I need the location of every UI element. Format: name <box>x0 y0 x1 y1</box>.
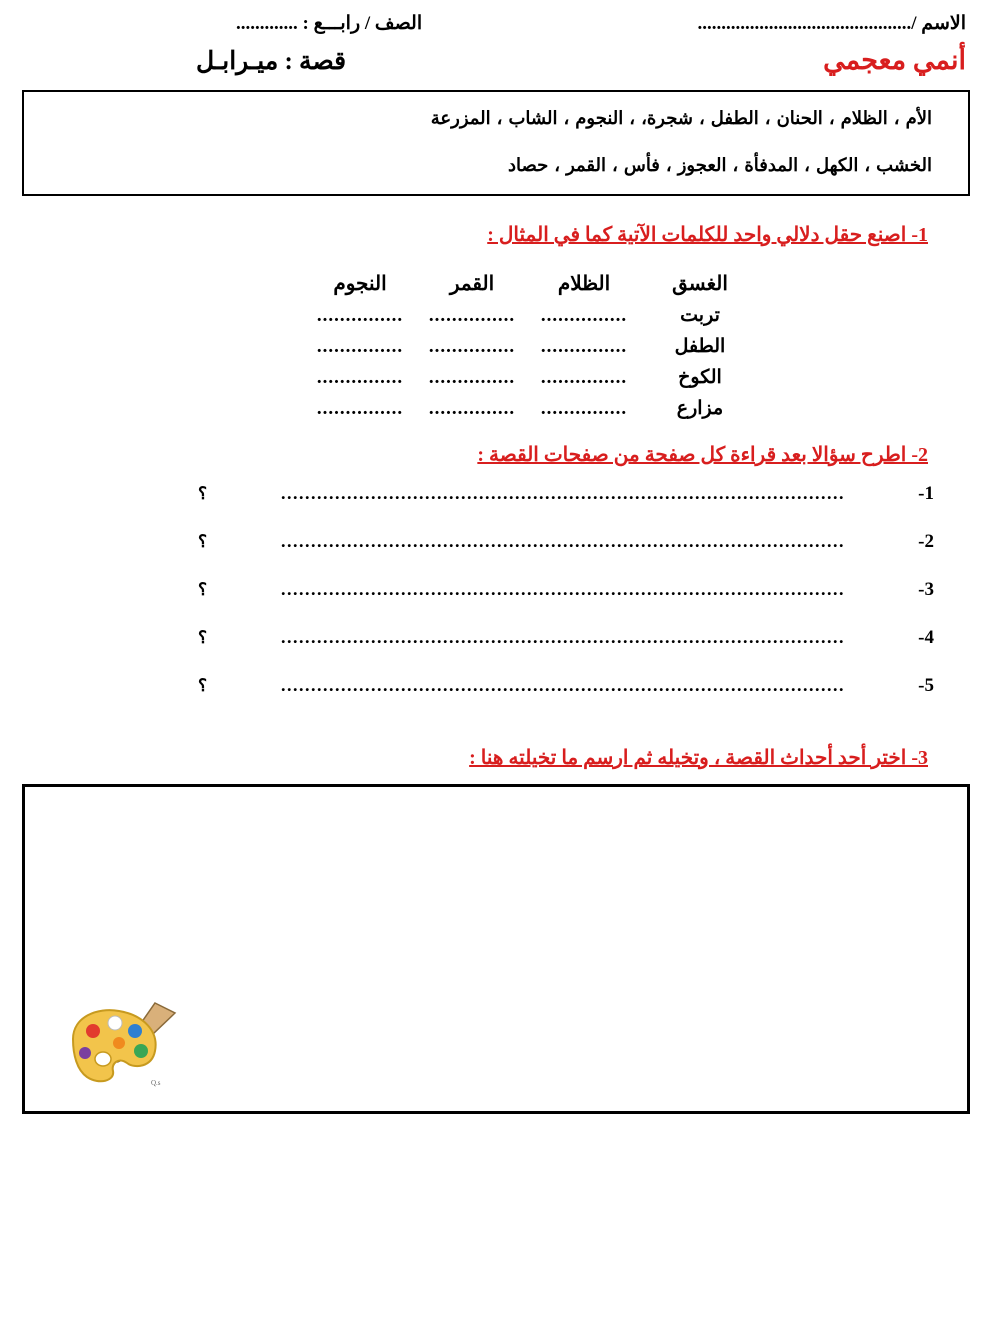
word-bank-separator: ، <box>612 155 618 175</box>
page-title: أنمي معجمي <box>823 45 966 75</box>
question-number: 4- <box>918 627 934 648</box>
word-bank-word: الأم <box>905 108 932 128</box>
example-lead-word: الغسق <box>672 273 728 295</box>
question-number: 5- <box>918 675 934 696</box>
drawing-area[interactable] <box>22 784 970 1114</box>
word-bank-word: الظلام <box>840 108 888 128</box>
question-blank[interactable]: .............................................................................................. <box>281 531 845 551</box>
answer-blank[interactable]: ............... <box>540 336 628 357</box>
answer-blank[interactable]: ............... <box>316 398 404 419</box>
answer-blank[interactable]: ............... <box>428 305 516 326</box>
word-bank-word: الكهل <box>815 155 859 175</box>
question-number: 2- <box>918 531 934 552</box>
word-bank-word: القمر <box>566 155 607 175</box>
word-bank-separator: ، <box>629 108 636 128</box>
answer-blank[interactable]: ............... <box>316 367 404 388</box>
example-word-2: القمر <box>449 273 495 295</box>
word-bank-line-1 <box>42 108 950 129</box>
row-lead-word: الكوخ <box>678 367 722 388</box>
section-1-heading: 1- اصنع حقل دلالي واحد للكلمات الآتية كما في المثال : <box>487 224 928 246</box>
semantic-field-row <box>0 366 992 389</box>
word-bank-word: الحنان <box>776 108 823 128</box>
word-bank-separator: ، <box>665 155 672 175</box>
word-bank-separator: ، <box>804 155 810 175</box>
answer-blank[interactable]: ............... <box>428 336 516 357</box>
word-bank-box <box>22 90 970 196</box>
question-mark: ؟ <box>198 580 208 599</box>
question-line <box>0 627 934 675</box>
story-title: قصة : ميـرابـل <box>196 48 347 75</box>
word-bank-separator: ، <box>554 155 561 175</box>
question-blank[interactable]: .............................................................................................. <box>281 675 845 695</box>
row-lead-word: تربت <box>680 305 720 326</box>
answer-blank[interactable]: ............... <box>540 305 628 326</box>
question-blank[interactable]: .............................................................................................. <box>281 627 845 647</box>
palette-signature: Q.s <box>151 1079 161 1087</box>
question-line <box>0 579 934 627</box>
word-bank-separator: ، <box>563 108 570 128</box>
word-bank-separator: ، <box>828 108 835 128</box>
word-bank-separator: ، <box>732 155 739 175</box>
answer-blank[interactable]: ............... <box>316 336 404 357</box>
student-grade-field[interactable]: الصف / رابـــع : ............. <box>236 13 423 34</box>
word-bank-word: المدفأة <box>744 155 799 175</box>
word-bank-word: حصاد <box>508 155 549 175</box>
section-2-heading: 2- اطرح سؤالا بعد قراءة كل صفحة من صفحات القصة : <box>477 444 928 466</box>
question-blank[interactable]: .............................................................................................. <box>281 579 845 599</box>
section-3-heading: 3- اختر أحد أحداث القصة ، وتخيله ثم ارسم ما تخيلته هنا : <box>469 747 928 769</box>
question-mark: ؟ <box>198 532 208 551</box>
semantic-field-row <box>0 304 992 327</box>
word-bank-word: الشاب <box>508 108 558 128</box>
answer-blank[interactable]: ............... <box>540 398 628 419</box>
word-bank-word: العجوز <box>677 155 727 175</box>
question-list <box>0 483 992 723</box>
word-bank-word: الطفل <box>710 108 759 128</box>
question-line <box>0 483 934 531</box>
word-bank-line-2 <box>42 155 950 176</box>
student-name-field[interactable]: الاسم /............................................. <box>697 13 966 34</box>
question-mark: ؟ <box>198 628 208 647</box>
word-bank-separator: ، <box>698 108 705 128</box>
semantic-field-row <box>0 335 992 358</box>
question-line <box>0 531 934 579</box>
question-blank[interactable]: .............................................................................................. <box>281 483 845 503</box>
word-bank-separator: ، <box>893 108 900 128</box>
word-bank-word: فأس <box>623 155 660 175</box>
semantic-field-table <box>0 271 992 420</box>
question-number: 1- <box>918 483 934 504</box>
row-lead-word: مزارع <box>676 398 724 419</box>
question-number: 3- <box>918 579 934 600</box>
semantic-field-row <box>0 397 992 420</box>
word-bank-word: شجرة، <box>641 108 693 128</box>
example-word-1: الظلام <box>557 273 611 295</box>
answer-blank[interactable]: ............... <box>316 305 404 326</box>
word-bank-word: المزرعة <box>430 108 491 128</box>
example-word-3: النجوم <box>333 273 387 295</box>
word-bank-separator: ، <box>864 155 871 175</box>
row-lead-word: الطفل <box>674 336 726 357</box>
word-bank-word: الخشب <box>876 155 932 175</box>
question-line <box>0 675 934 723</box>
question-mark: ؟ <box>198 484 208 503</box>
title-row <box>0 35 992 76</box>
answer-blank[interactable]: ............... <box>428 398 516 419</box>
header <box>0 0 992 35</box>
word-bank-separator: ، <box>764 108 771 128</box>
question-mark: ؟ <box>198 676 208 695</box>
word-bank-separator: ، <box>496 108 503 128</box>
answer-blank[interactable]: ............... <box>540 367 628 388</box>
word-bank-word: النجوم <box>575 108 624 128</box>
answer-blank[interactable]: ............... <box>428 367 516 388</box>
palette-icon <box>59 997 179 1089</box>
semantic-field-example-row <box>0 271 992 296</box>
